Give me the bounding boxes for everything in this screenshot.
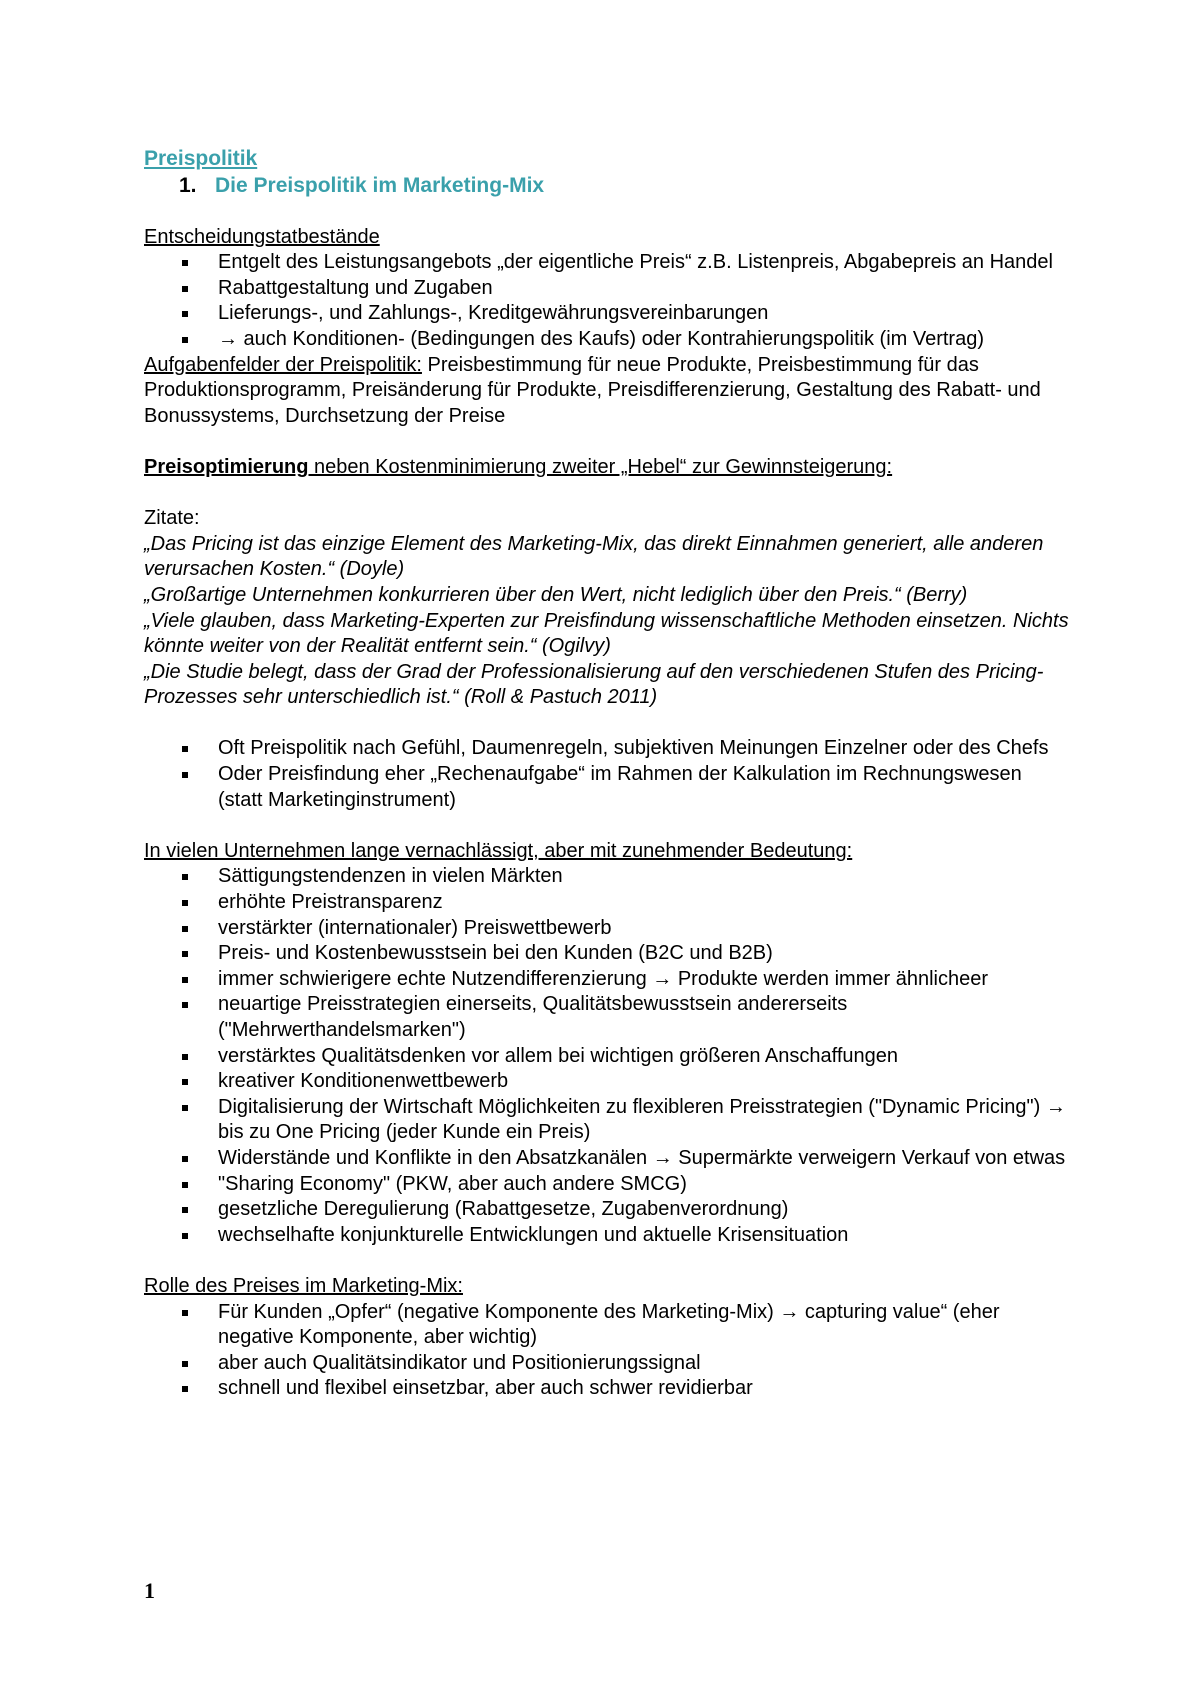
vernachlaessigt-label: In vielen Unternehmen lange vernachlässigt, aber mit zunehmender Bedeutung: bbox=[144, 839, 853, 862]
bullet-icon bbox=[182, 1156, 188, 1162]
oft-list bbox=[144, 736, 1069, 813]
list-item: Lieferungs-, und Zahlungs-, Kreditgewährungsvereinbarungen bbox=[144, 301, 1069, 327]
list-item: Entgelt des Leistungsangebots „der eigentliche Preis“ z.B. Listenpreis, Abgabepreis an Handel bbox=[144, 250, 1069, 276]
bullet-icon bbox=[182, 1207, 188, 1213]
preisoptimierung-paragraph bbox=[144, 455, 1069, 481]
bullet-icon bbox=[182, 1310, 188, 1316]
bullet-icon bbox=[182, 1105, 188, 1111]
list-item: Oder Preisfindung eher „Rechenaufgabe“ im Rahmen der Kalkulation im Rechnungswesen (statt Marketinginstrument) bbox=[144, 762, 1069, 813]
quote-3: „Viele glauben, dass Marketing-Experten zur Preisfindung wissenschaftliche Methoden einsetzen. Nichts könnte weiter von der Realität entfernt sein.“ (Ogilvy) bbox=[144, 609, 1069, 658]
preisoptimierung-text: neben Kostenminimierung zweiter „Hebel“ zur Gewinnsteigerung: bbox=[308, 455, 893, 478]
page-number: 1 bbox=[144, 1578, 155, 1603]
aufgaben-text: Preisbestimmung für neue Produkte, Preisbestimmung für das Produktionsprogramm, Preisänderung für Produkte, Preisdifferenzierung, Gestaltung des Rabatt- und Bonussystems, Durchsetzung der Preise bbox=[144, 353, 1041, 427]
document-body bbox=[144, 145, 1069, 1402]
aufgaben-label: Aufgabenfelder der Preispolitik: bbox=[144, 353, 422, 376]
list-item: kreativer Konditionenwettbewerb bbox=[144, 1069, 1069, 1095]
quote-4: „Die Studie belegt, dass der Grad der Professionalisierung auf den verschiedenen Stufen des Pricing-Prozesses sehr unterschiedlich ist.“ (Roll & Pastuch 2011) bbox=[144, 660, 1044, 709]
bullet-icon bbox=[182, 1386, 188, 1392]
list-item: aber auch Qualitätsindikator und Positionierungssignal bbox=[144, 1351, 1069, 1377]
bullet-icon bbox=[182, 260, 188, 266]
bullet-icon bbox=[182, 874, 188, 880]
bullet-icon bbox=[182, 951, 188, 957]
bullet-icon bbox=[182, 900, 188, 906]
bullet-icon bbox=[182, 1233, 188, 1239]
list-item: "Sharing Economy" (PKW, aber auch andere SMCG) bbox=[144, 1172, 1069, 1198]
list-item: schnell und flexibel einsetzbar, aber auch schwer revidierbar bbox=[144, 1376, 1069, 1402]
list-item: Widerstände und Konflikte in den Absatzkanälen → Supermärkte verweigern Verkauf von etwas bbox=[144, 1146, 1069, 1172]
list-item: Digitalisierung der Wirtschaft Möglichkeiten zu flexibleren Preisstrategien ("Dynamic Pricing") → bis zu One Pricing (jeder Kunde ein Preis) bbox=[144, 1095, 1069, 1146]
bullet-icon bbox=[182, 1361, 188, 1367]
quote-2: „Großartige Unternehmen konkurrieren über den Wert, nicht lediglich über den Preis.“ (Berry) bbox=[144, 583, 968, 606]
bullet-icon bbox=[182, 926, 188, 932]
bullet-icon bbox=[182, 1002, 188, 1008]
vernachlaessigt-list bbox=[144, 864, 1069, 1248]
list-item: Oft Preispolitik nach Gefühl, Daumenregeln, subjektiven Meinungen Einzelner oder des Chefs bbox=[144, 736, 1069, 762]
list-item: immer schwierigere echte Nutzendifferenzierung → Produkte werden immer ähnlicheer bbox=[144, 967, 1069, 993]
list-item: verstärktes Qualitätsdenken vor allem bei wichtigen größeren Anschaffungen bbox=[144, 1044, 1069, 1070]
list-item: neuartige Preisstrategien einerseits, Qualitätsbewusstsein andererseits ("Mehrwerthandelsmarken") bbox=[144, 992, 1069, 1043]
quote-1: „Das Pricing ist das einzige Element des Marketing-Mix, das direkt Einnahmen generiert, alle anderen verursachen Kosten.“ (Doyle) bbox=[144, 532, 1044, 581]
list-item: Für Kunden „Opfer“ (negative Komponente des Marketing-Mix) → capturing value“ (eher negative Komponente, aber wichtig) bbox=[144, 1300, 1069, 1351]
bullet-icon bbox=[182, 286, 188, 292]
list-item: Rabattgestaltung und Zugaben bbox=[144, 276, 1069, 302]
entscheidung-list bbox=[144, 250, 1069, 352]
list-item: erhöhte Preistransparenz bbox=[144, 890, 1069, 916]
heading-text: Die Preispolitik im Marketing-Mix bbox=[215, 174, 545, 197]
bullet-icon bbox=[182, 1079, 188, 1085]
heading-number: 1. bbox=[179, 174, 197, 197]
list-item: Sättigungstendenzen in vielen Märkten bbox=[144, 864, 1069, 890]
list-item: verstärkter (internationaler) Preiswettbewerb bbox=[144, 916, 1069, 942]
bullet-icon bbox=[182, 746, 188, 752]
list-item: Preis- und Kostenbewusstsein bei den Kunden (B2C und B2B) bbox=[144, 941, 1069, 967]
preisoptimierung-bold: Preisoptimierung bbox=[144, 455, 309, 478]
rolle-label: Rolle des Preises im Marketing-Mix: bbox=[144, 1274, 463, 1297]
list-item: gesetzliche Deregulierung (Rabattgesetze, Zugabenverordnung) bbox=[144, 1197, 1069, 1223]
rolle-list bbox=[144, 1300, 1069, 1402]
bullet-icon bbox=[182, 1054, 188, 1060]
list-item: → auch Konditionen- (Bedingungen des Kaufs) oder Kontrahierungspolitik (im Vertrag) bbox=[144, 327, 1069, 353]
list-item: wechselhafte konjunkturelle Entwicklungen und aktuelle Krisensituation bbox=[144, 1223, 1069, 1249]
entscheidung-label: Entscheidungstatbestände bbox=[144, 225, 380, 248]
zitate-label: Zitate: bbox=[144, 507, 200, 530]
bullet-icon bbox=[182, 977, 188, 983]
bullet-icon bbox=[182, 1182, 188, 1188]
aufgaben-paragraph bbox=[144, 353, 1069, 430]
bullet-icon bbox=[182, 337, 188, 343]
heading-1 bbox=[179, 172, 1069, 199]
page-title: Preispolitik bbox=[144, 147, 258, 170]
bullet-icon bbox=[182, 311, 188, 317]
bullet-icon bbox=[182, 772, 188, 778]
